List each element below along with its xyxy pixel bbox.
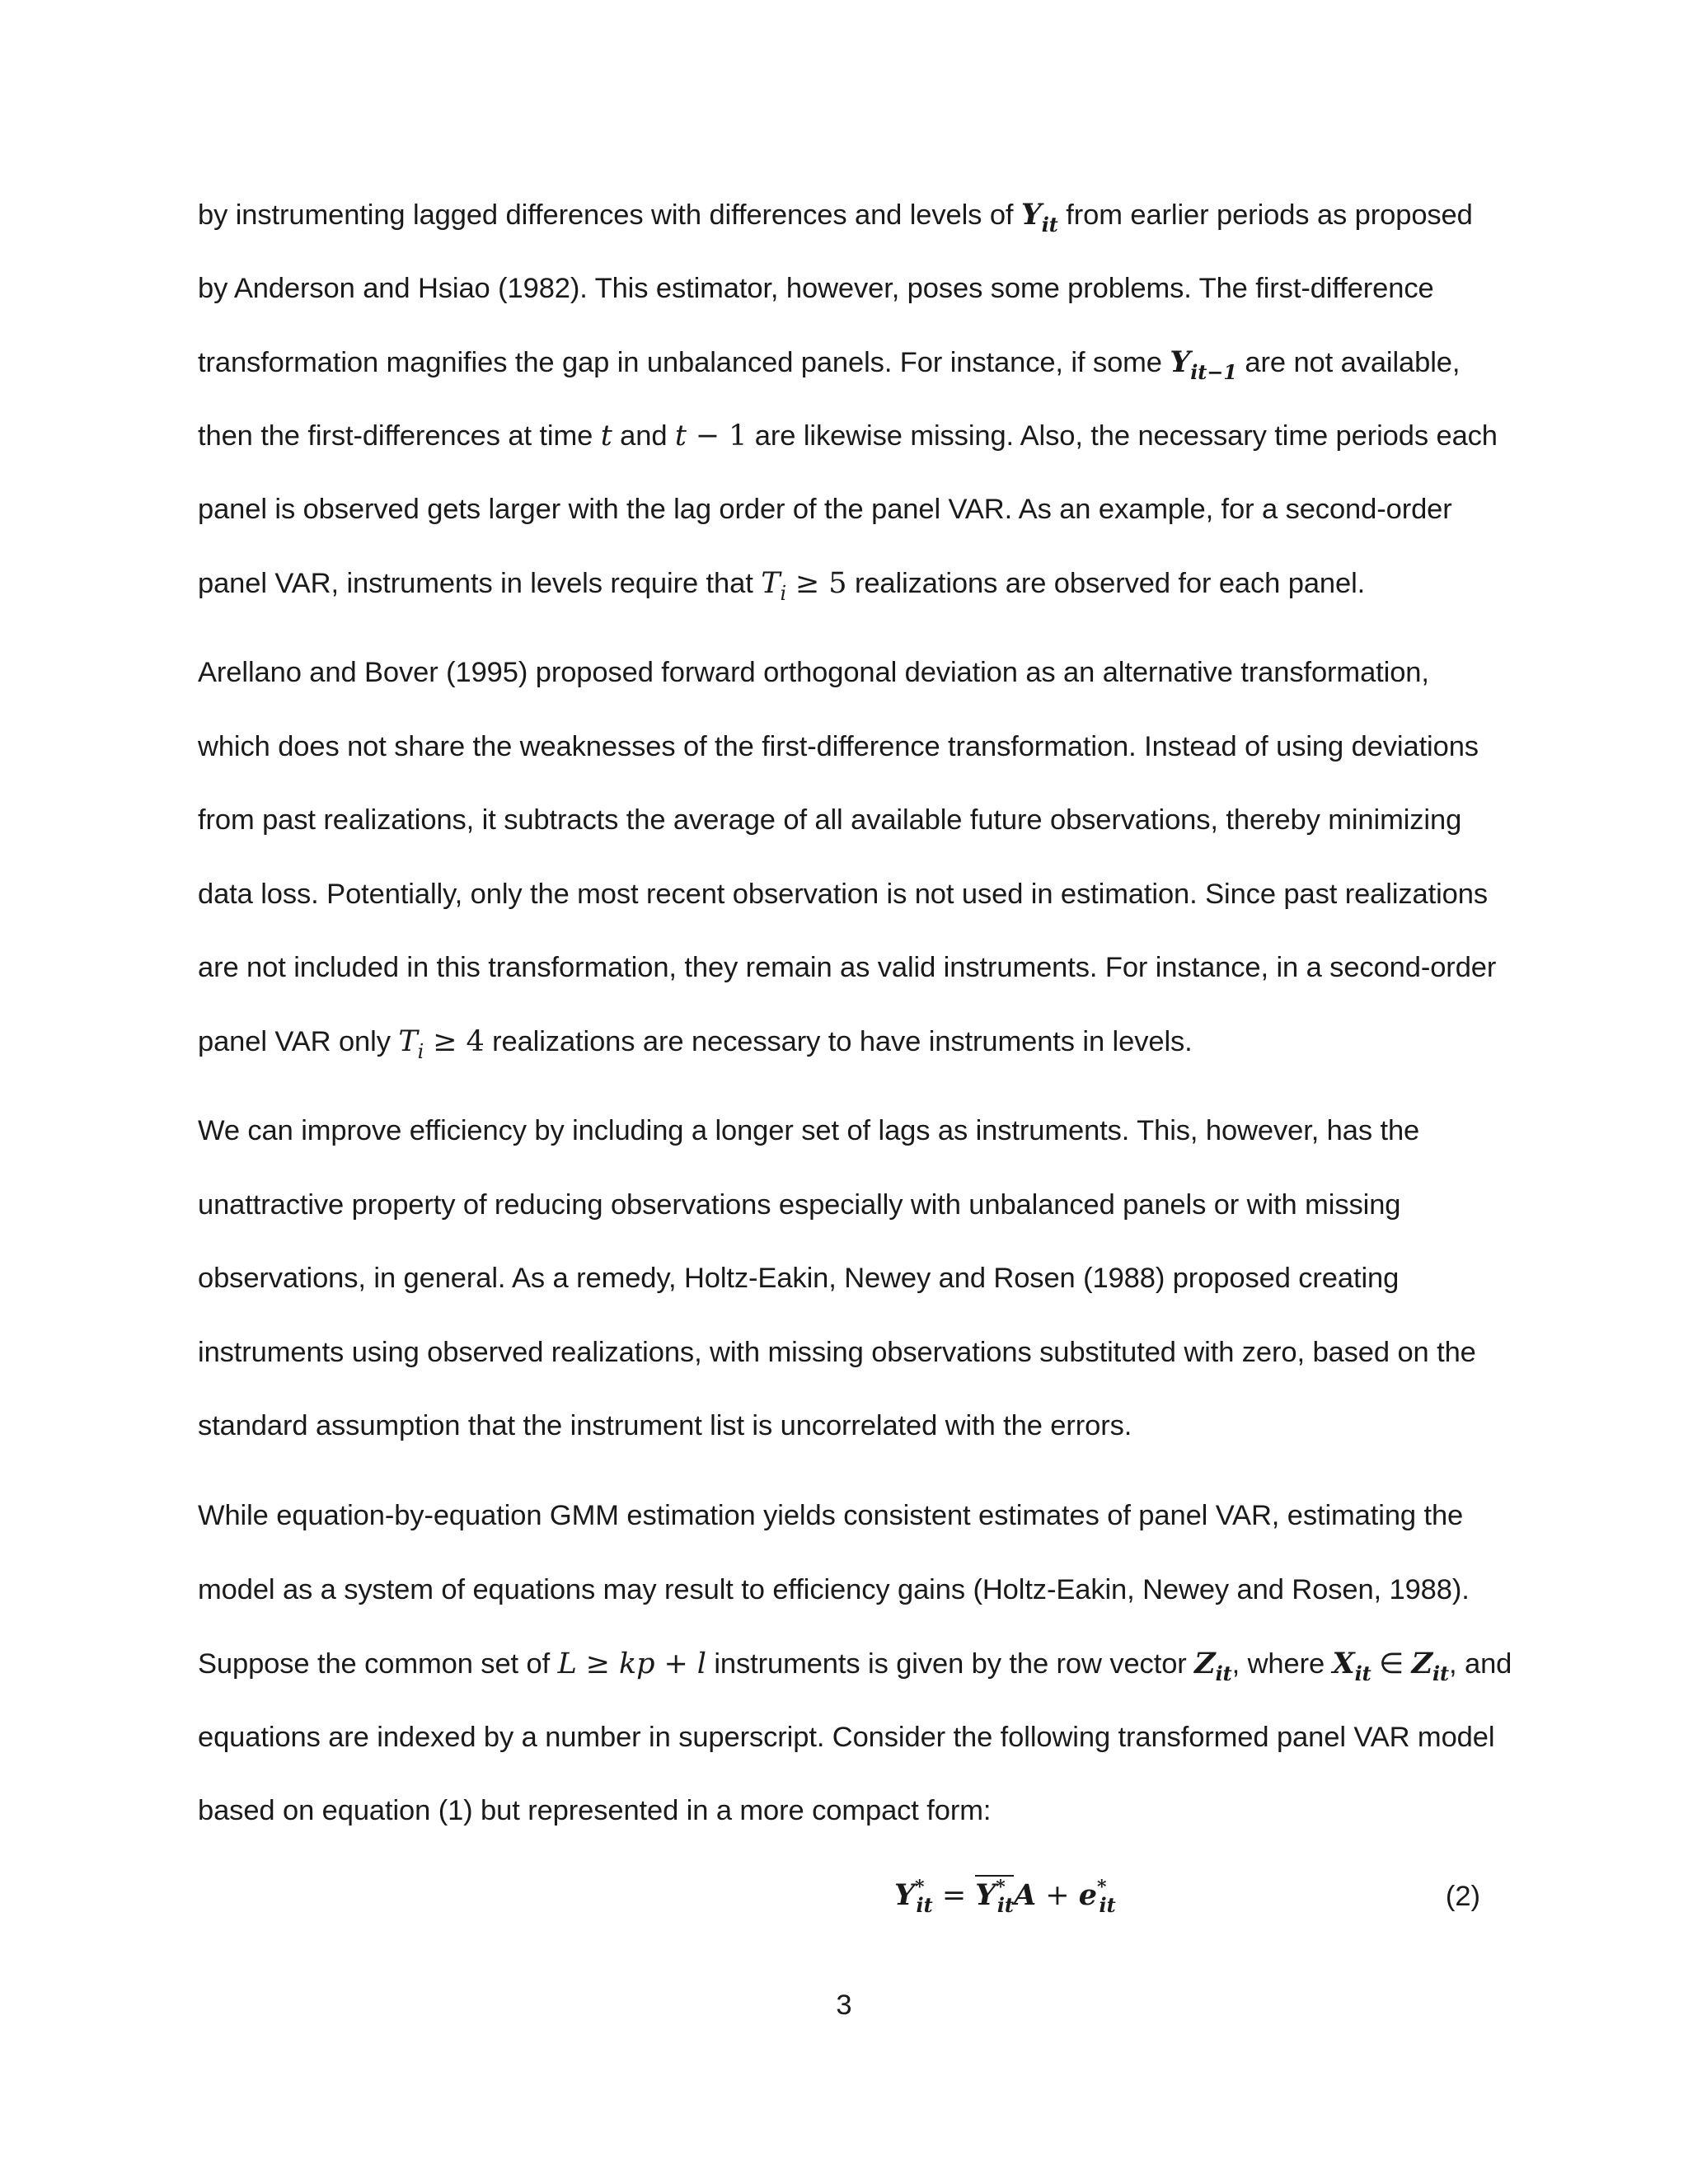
text-line: which does not share the weaknesses of the first-difference transformation. Instead of using deviations xyxy=(198,730,1479,762)
text-line: Arellano and Bover (1995) proposed forward orthogonal deviation as an alternative transformation, xyxy=(198,657,1429,688)
page-number: 3 xyxy=(836,1990,852,2021)
text-line: equations are indexed by a number in superscript. Consider the following transformed panel VAR model xyxy=(198,1721,1495,1753)
text-line: Suppose the common set of L ≥ kp + l instruments is given by the row vector $Z_{it}$, where $X_{it}$ ∈ $Z_{it}$, and xyxy=(198,1647,1512,1685)
math-Y: Y xyxy=(1170,345,1191,379)
text-line: We can improve efficiency by including a longer set of lags as instruments. This, however, has the xyxy=(198,1115,1420,1146)
equation-number: (2) xyxy=(1445,1881,1480,1912)
text-line: data loss. Potentially, only the most recent observation is not used in estimation. Since past realizations xyxy=(198,878,1488,910)
equation-2 xyxy=(198,1877,1493,1935)
text-line: model as a system of equations may result to efficiency gains (Holtz-Eakin, Newey and Rosen, 1988). xyxy=(198,1573,1470,1605)
text-line: unattractive property of reducing observations especially with unbalanced panels or with missing xyxy=(198,1188,1401,1221)
text-line: based on equation (1) but represented in a more compact form: xyxy=(198,1795,992,1826)
text-line: by instrumenting lagged differences with differences and levels of $Y_{it}$ from earlier periods as proposed xyxy=(198,198,1473,237)
text-line: standard assumption that the instrument list is uncorrelated with the errors. xyxy=(198,1410,1132,1441)
text-line: by Anderson and Hsiao (1982). This estimator, however, poses some problems. The first-difference xyxy=(198,272,1434,304)
text-line: instruments using observed realizations, with missing observations substituted with zero, based on the xyxy=(198,1336,1476,1368)
paragraph-1 xyxy=(198,178,1498,621)
text-line: observations, in general. As a remedy, Holtz-Eakin, Newey and Rosen (1988) proposed creating xyxy=(198,1263,1400,1294)
text-line: are not included in this transformation, they remain as valid instruments. For instance, in a second-order xyxy=(198,952,1497,983)
paragraph-2 xyxy=(198,636,1497,1079)
text-line: panel VAR only $T_i \ge 4$ realizations are necessary to have instruments in levels. xyxy=(198,1024,1193,1063)
text-line: transformation magnifies the gap in unbalanced panels. For instance, if some $Y_{it-1}$ are not available, xyxy=(198,345,1461,384)
paragraph-4 xyxy=(198,1479,1512,1849)
text-line: While equation-by-equation GMM estimation yields consistent estimates of panel VAR, estimating the xyxy=(198,1500,1464,1531)
text-line: from past realizations, it subtracts the average of all available future observations, thereby minimizing xyxy=(198,804,1462,836)
text-line: then the first-differences at time t and t − 1 are likewise missing. Also, the necessary time periods each xyxy=(198,419,1498,452)
overline-term: $Y^*_{it}$ xyxy=(975,1877,1015,1917)
paragraph-3 xyxy=(198,1094,1493,1464)
text-line: panel VAR, instruments in levels require that $T_i \ge 5$ realizations are observed for each panel. xyxy=(198,566,1366,605)
equation-body: $Y^*_{it} = Y^*_{it}A + e^*_{it}$ xyxy=(894,1877,1116,1917)
math-Y: Y xyxy=(1020,198,1042,232)
text-line: panel is observed gets larger with the lag order of the panel VAR. As an example, for a second-order xyxy=(198,494,1452,525)
